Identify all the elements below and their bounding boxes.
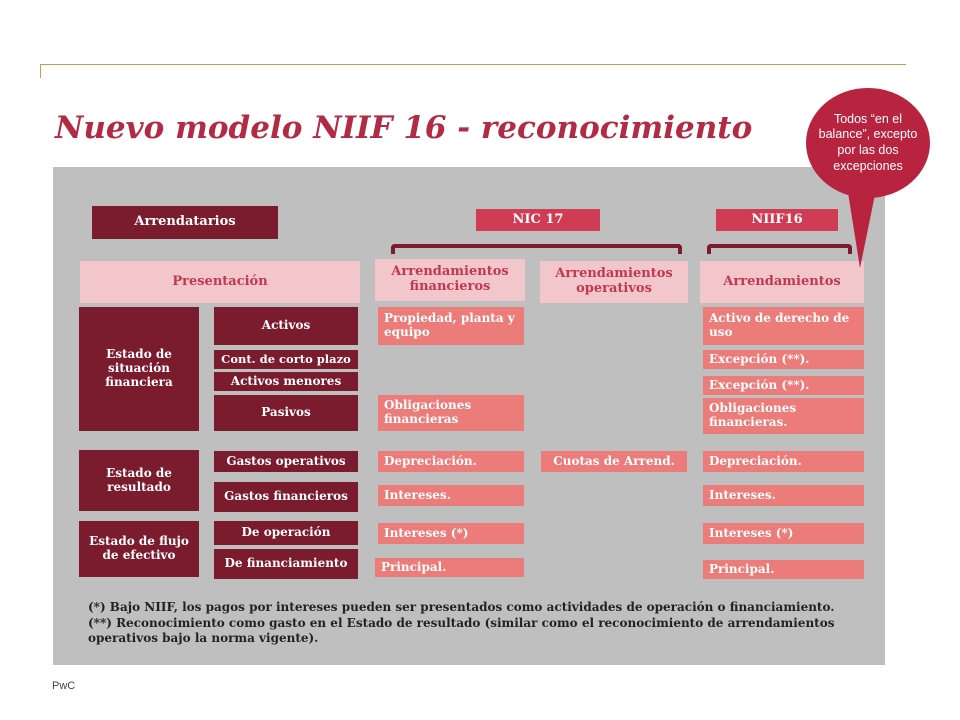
callout-bubble: Todos “en el balance”, excepto por las dos excepciones [806, 88, 930, 198]
item-corto-plazo: Cont. de corto plazo [214, 350, 358, 369]
nic17-propiedad: Propiedad, planta y equipo [378, 307, 524, 345]
nic17-obligaciones: Obligaciones financieras [378, 395, 524, 431]
item-activos-menores: Activos menores [214, 372, 358, 391]
footnote-1: (*) Bajo NIIF, los pagos por intereses pueden ser presentados como actividades de operación o financiamiento. [88, 600, 835, 614]
top-rule [40, 64, 906, 65]
niif16-intereses: Intereses. [703, 485, 864, 506]
niif16-header: NIIF16 [716, 209, 838, 231]
top-rule-tick [40, 64, 41, 78]
niif16-activo-derecho: Activo de derecho de uso [703, 307, 864, 345]
niif16-principal: Principal. [703, 560, 864, 579]
row-situacion-financiera: Estado de situación financiera [79, 307, 199, 431]
item-de-operacion: De operación [214, 521, 358, 545]
item-pasivos: Pasivos [214, 395, 358, 431]
footnote-2: (**) Reconocimiento como gasto en el Estado de resultado (similar como el reconocimiento de arrendamientos operativos bajo la norma vigente). [88, 615, 835, 646]
nic17-cuotas: Cuotas de Arrend. [541, 451, 687, 472]
niif16-excepcion-1: Excepción (**). [703, 350, 864, 369]
arrendatarios-header: Arrendatarios [92, 206, 278, 239]
niif16-obligaciones: Obligaciones financieras. [703, 398, 864, 434]
niif16-bracket [707, 244, 852, 254]
presentacion-header: Presentación [80, 261, 360, 303]
row-estado-resultado: Estado de resultado [79, 450, 199, 511]
item-gastos-operativos: Gastos operativos [214, 451, 358, 472]
nic17-header: NIC 17 [476, 209, 600, 231]
arr-financieros-header: Arrendamientos financieros [375, 259, 525, 301]
item-de-financiamiento: De financiamiento [214, 549, 358, 579]
item-gastos-financieros: Gastos financieros [214, 482, 358, 512]
arr-operativos-header: Arrendamientos operativos [540, 261, 688, 303]
footnotes [88, 600, 860, 647]
nic17-intereses-ast: Intereses (*) [378, 523, 524, 544]
nic17-intereses: Intereses. [378, 485, 524, 506]
arrendamientos-header: Arrendamientos [700, 261, 864, 303]
page-title: Nuevo modelo NIIF 16 - reconocimiento [55, 110, 753, 146]
nic17-principal: Principal. [375, 558, 524, 577]
row-flujo-efectivo: Estado de flujo de efectivo [79, 521, 199, 577]
niif16-excepcion-2: Excepción (**). [703, 376, 864, 395]
item-activos: Activos [214, 307, 358, 345]
niif16-intereses-ast: Intereses (*) [703, 523, 864, 544]
nic17-depreciacion: Depreciación. [378, 451, 524, 472]
nic17-bracket [391, 244, 682, 254]
footer-brand: PwC [52, 680, 76, 692]
niif16-depreciacion: Depreciación. [703, 451, 864, 472]
